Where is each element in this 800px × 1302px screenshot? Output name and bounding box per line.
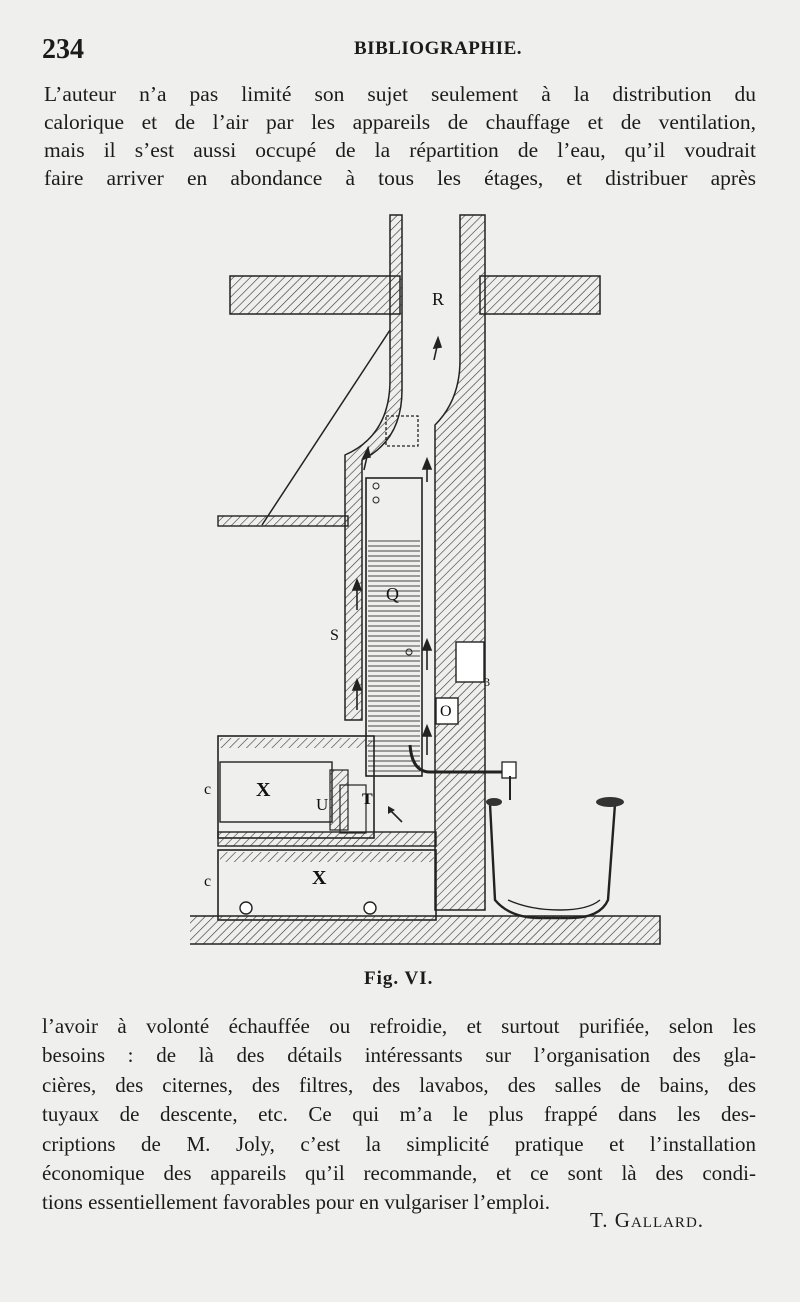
signature-name: Gallard. (614, 1208, 705, 1232)
label-c-upper: c (204, 781, 212, 798)
label-r: R (432, 289, 445, 309)
bathtub (486, 797, 624, 918)
shelf (218, 516, 348, 526)
text-line: l’avoir à volonté échauffée ou refroidie, et surtout purifiée, selon les (42, 1014, 756, 1038)
text-line: tions essentiellement favorables pour en vulgariser l’emploi. (42, 1190, 550, 1215)
figure-caption: Fig. VI. (364, 968, 434, 989)
paragraph-bottom (42, 1012, 756, 1218)
figure-vi-illustration (190, 210, 680, 960)
floor-slab (190, 916, 660, 944)
text-line: tuyaux de descente, etc. Ce qui m’a le plus frappé dans les des- (42, 1102, 756, 1127)
label-x-lower: X (312, 867, 327, 889)
running-title: BIBLIOGRAPHIE. (354, 38, 523, 59)
support-line (262, 330, 390, 525)
page-number: 234 (42, 34, 84, 65)
paragraph-top (44, 80, 756, 192)
text-line: L’auteur n’a pas limité son sujet seulement à la distribution du (44, 82, 756, 106)
signature (590, 1208, 704, 1233)
signature-initial: T. (590, 1208, 609, 1232)
text-line: cières, des citernes, des filtres, des lavabos, des salles de bains, des (42, 1072, 756, 1097)
label-o: O (440, 703, 452, 720)
water-tank (366, 478, 422, 776)
ceiling-slab (230, 276, 600, 314)
page-header (42, 34, 762, 66)
text-line: faire arriver en abondance à tous les étages, et distribuer après (44, 166, 756, 190)
label-c-lower: c (204, 873, 212, 890)
label-x-upper: X (256, 779, 271, 801)
text-line: besoins : de là des détails intéressants sur l’organisation des gla- (42, 1043, 756, 1068)
small-box (456, 642, 484, 682)
label-q: Q (386, 584, 399, 604)
text-line: mais il s’est aussi occupé de la répartition de l’eau, qu’il voudrait (44, 138, 756, 162)
text-line: criptions de M. Joly, c’est la simplicité pratique et l’installation (42, 1131, 756, 1156)
text-line: calorique et de l’air par les appareils de chauffage et de ventilation, (44, 110, 756, 134)
label-t: T (362, 791, 373, 808)
text-line: économique des appareils qu’il recommande, et ce sont là des condi- (42, 1161, 756, 1186)
label-u: U (316, 795, 329, 814)
label-three: 3 (484, 675, 490, 689)
label-s: S (330, 627, 339, 644)
